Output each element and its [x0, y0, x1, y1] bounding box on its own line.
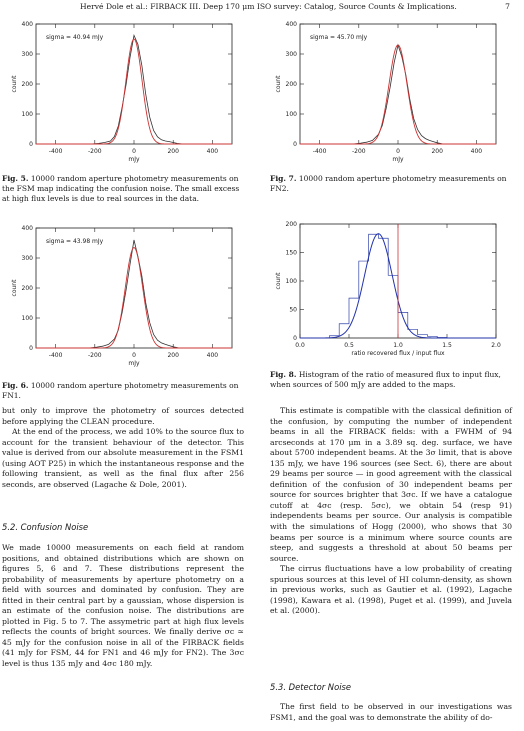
x-tick-label: 1.0 [393, 342, 403, 349]
x-tick-label: 200 [167, 148, 179, 155]
y-tick-label: 150 [285, 249, 297, 257]
x-tick-label: 200 [431, 148, 443, 155]
measured-distribution [89, 240, 179, 348]
figure-8-label: Fig. 8. [270, 370, 297, 379]
figure-6-label: Fig. 6. [2, 381, 29, 390]
right-paragraph-2: The cirrus fluctuations have a low probability of creating spurious sources at this level of HI column-density, as shown in previous works, such as Gautier et al. (1992), Lagache (1998), Kawara et al. (1998), Puget et al. (1999), and Juvela et al. (2000). [270, 564, 512, 616]
y-tick-label: 400 [21, 225, 33, 232]
x-tick-label: 0.0 [295, 342, 305, 349]
y-tick-label: 300 [21, 255, 33, 262]
right-paragraph-1: This estimate is compatible with the classical definition of the confusion, by computing the number of independent beams in all the FIRBACK fields: with a FWHM of 94 arcseconds at 170 μm in a 3.89 sq. deg. surface, we have about 5700 independent beams. At the 3σ limit, that is above 135 mJy, we have 196 sources (see Sect. 6), there are about 29 beams per source — in good agreement with the classical definition of the confusion of 30 independent beams per source for sources brighter that 3σc. If we have a catalogue cutoff at 4σc (resp. 5σc), we obtain 54 (resp 91) independents beams per source. Our analysis is compatible with the simulations of Hogg (2000), who shows that 30 beams per source is a minimum where source counts are steep, and suggests a threshold at about 50 beams per source. [270, 406, 512, 563]
left-column-top [2, 406, 244, 490]
x-tick-label: -400 [48, 148, 63, 155]
y-tick-label: 200 [21, 285, 33, 292]
x-tick-label: 400 [206, 148, 219, 155]
x-tick-label: -200 [87, 148, 102, 155]
figure-5-caption [2, 174, 244, 204]
x-tick-label: -400 [48, 352, 63, 359]
figure-8-text: Histogram of the ratio of measured flux to input flux, when sources of 500 mJy are added to the maps. [270, 370, 501, 389]
y-tick-label: 400 [21, 21, 33, 28]
figure-8 [270, 218, 502, 362]
y-tick-label: 300 [285, 51, 297, 58]
y-tick-label: 100 [21, 111, 33, 118]
figure-6 [6, 222, 238, 372]
y-axis-label: count [275, 272, 282, 290]
left-paragraph-2: At the end of the process, we add 10% to the source flux to account for the transient behaviour of the detector. This value is derived from our absolute measurement in the FSM1 (using AOT P25) in which the instantaneous response and the following transient, as well as the final flux after 256 seconds, are observed (Lagache & Dole, 2001). [2, 427, 244, 489]
right-column-top [270, 406, 512, 617]
figure-6-text: 10000 random aperture photometry measurements on FN1. [2, 381, 239, 400]
y-tick-label: 200 [285, 221, 297, 228]
figure-6-chart [6, 222, 238, 372]
y-tick-label: 300 [21, 51, 33, 58]
figure-7-chart [270, 18, 502, 168]
x-tick-label: 2.0 [491, 342, 501, 349]
y-axis-label: count [275, 75, 282, 93]
figure-8-caption [270, 370, 512, 390]
figure-7-label: Fig. 7. [270, 174, 297, 183]
x-tick-label: 1.5 [442, 342, 452, 349]
x-tick-label: 400 [206, 352, 219, 359]
figure-8-chart [270, 218, 502, 362]
x-axis-label: mJy [128, 156, 140, 163]
section-heading-5-2: 5.2. Confusion Noise [2, 522, 89, 532]
figure-7 [270, 18, 502, 168]
x-axis-label: mJy [392, 156, 404, 163]
y-tick-label: 50 [289, 306, 297, 314]
figure-5-label: Fig. 5. [2, 174, 29, 183]
gaussian-fit-curve [36, 248, 232, 349]
right-paragraph-3: The first field to be observed in our investigations was FSM1, and the goal was to demonstrate the ability of do- [270, 702, 512, 722]
x-axis-label: ratio recovered flux / input flux [351, 350, 445, 357]
left-paragraph-3: We made 10000 measurements on each field at random positions, and obtained distributions which are shown on figures 5, 6 and 7. These distributions represent the probability of measurements by aperture photometry on a field with sources and dominated by confusion. They are fitted in their central part by a gaussian, whose dispersion is an estimate of the confusion noise. The distributions are plotted in Fig. 5 to 7. The assymetric part at high flux levels reflects the counts of bright sources. We finally derive σc ≃ 45 mJy for the confusion noise in all of the FIRBACK fields (41 mJy for FSM, 44 for FN1 and 46 mJy for FN2). The 3σc level is thus 135 mJy and 4σc 180 mJy. [2, 543, 244, 669]
y-tick-label: 400 [285, 21, 297, 28]
figure-5-text: 10000 random aperture photometry measurements on the FSM map indicating the confusion noise. The small excess at high flux levels is due to real sources in the data. [2, 174, 240, 203]
figure-5-chart [6, 18, 238, 168]
gaussian-fit-curve [300, 45, 496, 144]
histogram-steps [329, 234, 447, 338]
figure-7-text: 10000 random aperture photometry measurements on FN2. [270, 174, 507, 193]
x-tick-label: 200 [167, 352, 179, 359]
plot-frame [36, 24, 232, 144]
figure-7-caption [270, 174, 512, 194]
y-tick-label: 0 [29, 345, 33, 352]
sigma-annotation: sigma = 43.98 mJy [46, 238, 104, 245]
y-tick-label: 100 [21, 315, 33, 322]
x-tick-label: 0 [396, 148, 400, 155]
section-heading-5-3: 5.3. Detector Noise [270, 682, 352, 692]
running-header [0, 2, 524, 14]
y-tick-label: 200 [285, 81, 297, 88]
y-tick-label: 200 [21, 81, 33, 88]
page-number: 7 [505, 2, 510, 11]
x-tick-label: -400 [312, 148, 327, 155]
figure-6-caption [2, 381, 244, 401]
x-axis-label: mJy [128, 360, 140, 367]
left-paragraph-1: but only to improve the photometry of sources detected before applying the CLEAN procedure. [2, 406, 244, 426]
plot-frame [300, 24, 496, 144]
x-tick-label: 0 [132, 148, 136, 155]
figure-5 [6, 18, 238, 168]
y-tick-label: 0 [293, 335, 297, 342]
x-tick-label: 0 [132, 352, 136, 359]
x-tick-label: -200 [87, 352, 102, 359]
left-column-bottom [2, 543, 244, 670]
y-tick-label: 100 [285, 278, 297, 285]
y-tick-label: 0 [293, 141, 297, 148]
y-tick-label: 100 [285, 111, 297, 118]
y-axis-label: count [11, 279, 18, 297]
right-column-bottom [270, 702, 512, 723]
plot-frame [36, 228, 232, 348]
y-axis-label: count [11, 75, 18, 93]
x-tick-label: -200 [351, 148, 366, 155]
gaussian-fit-curve [36, 39, 232, 144]
y-tick-label: 0 [29, 141, 33, 148]
x-tick-label: 400 [470, 148, 483, 155]
x-tick-label: 0.5 [344, 342, 354, 349]
header-title: Hervé Dole et al.: FIRBACK III. Deep 170 μm ISO survey: Catalog, Source Counts & Implications. [80, 2, 457, 11]
measured-distribution [91, 35, 183, 144]
sigma-annotation: sigma = 40.94 mJy [46, 34, 104, 41]
measured-distribution [353, 45, 443, 144]
sigma-annotation: sigma = 45.70 mJy [310, 34, 368, 41]
